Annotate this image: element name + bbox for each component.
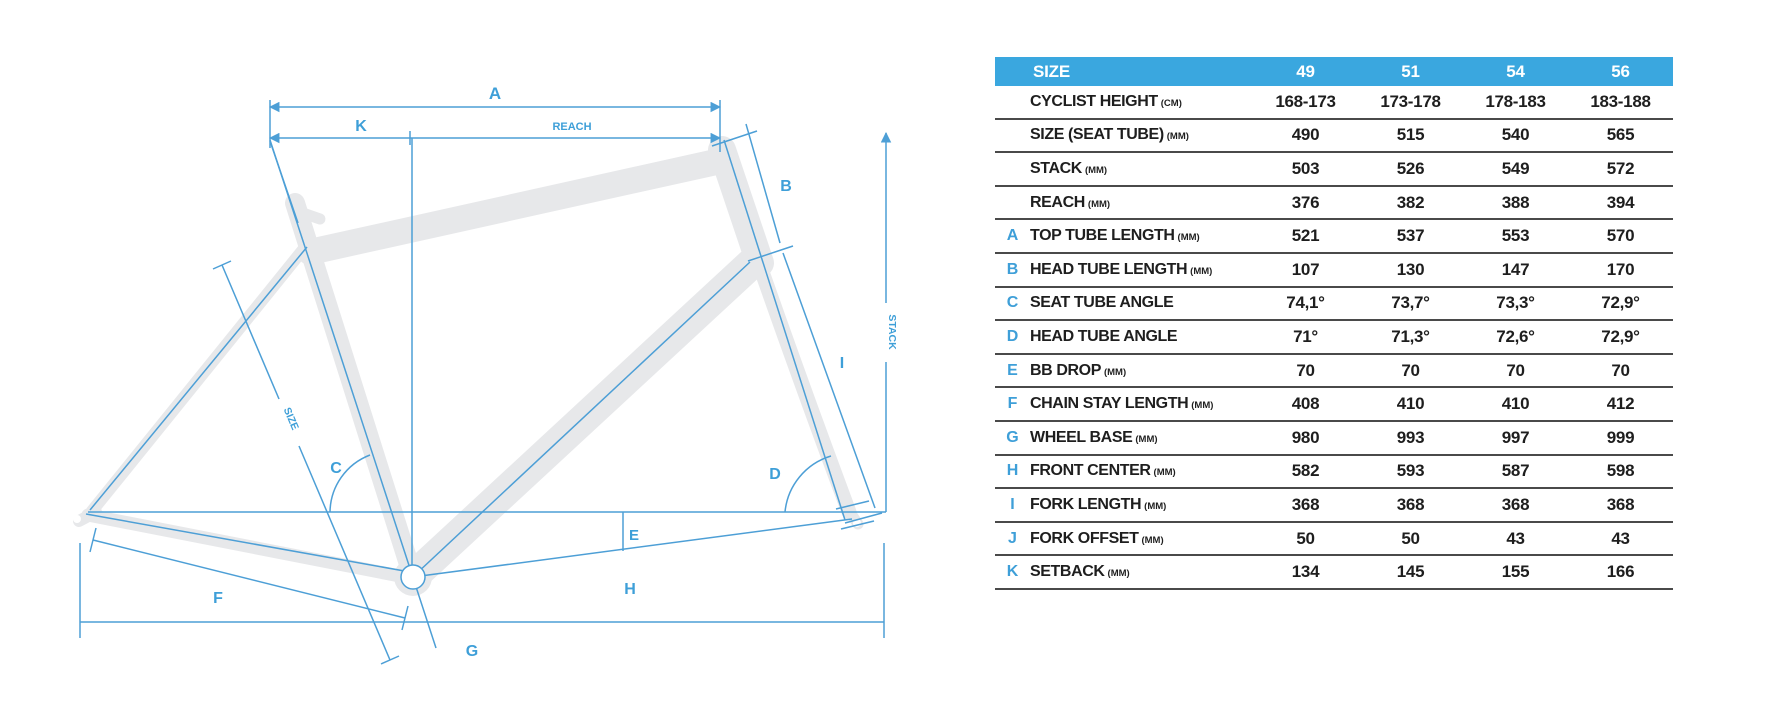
dim-label-e: E — [628, 527, 640, 544]
row-value: 73,3° — [1496, 293, 1535, 313]
table-header-row — [995, 57, 1673, 86]
rear-dropout — [79, 512, 96, 521]
row-label — [1030, 328, 1253, 346]
row-value: 145 — [1396, 562, 1425, 582]
row-value: 412 — [1606, 394, 1635, 414]
row-value: 166 — [1606, 562, 1635, 582]
row-label — [1030, 93, 1253, 111]
row-label-text: STACK — [1030, 159, 1082, 177]
table-row — [995, 254, 1673, 288]
row-label — [1030, 462, 1253, 480]
row-value: 565 — [1606, 125, 1635, 145]
row-value: 521 — [1291, 226, 1320, 246]
row-value: 130 — [1396, 259, 1425, 279]
row-value: 178-183 — [1485, 91, 1546, 111]
table-row — [995, 422, 1673, 456]
geometry-table — [995, 57, 1673, 590]
row-unit: (MM) — [1191, 400, 1214, 412]
row-value: 540 — [1501, 125, 1530, 145]
row-value: 410 — [1396, 394, 1425, 414]
row-label-text: SEAT TUBE ANGLE — [1030, 294, 1174, 312]
row-value: 368 — [1396, 494, 1425, 514]
row-value: 553 — [1501, 226, 1530, 246]
chain-stay — [88, 515, 410, 578]
dim-label-f: F — [213, 590, 223, 607]
row-letter: G — [1006, 428, 1019, 446]
seat-stay-axis-line — [90, 247, 307, 510]
row-label — [1030, 496, 1253, 514]
row-value: 537 — [1396, 226, 1425, 246]
row-unit: (MM) — [1107, 568, 1130, 580]
rear-dropout-notch — [73, 515, 81, 523]
row-value: 394 — [1606, 192, 1635, 212]
row-value: 997 — [1501, 427, 1530, 447]
row-label-text: REACH — [1030, 193, 1085, 211]
row-value: 376 — [1291, 192, 1320, 212]
top-tube — [310, 162, 716, 252]
row-label — [1030, 160, 1253, 178]
table-row — [995, 86, 1673, 120]
row-value: 173-178 — [1380, 91, 1441, 111]
row-letter: J — [1008, 529, 1017, 547]
dim-label-d: D — [769, 466, 781, 483]
row-value: 72,6° — [1496, 326, 1535, 346]
row-label — [1030, 227, 1253, 245]
dim-label-g: G — [465, 643, 479, 660]
row-value: 382 — [1396, 192, 1425, 212]
row-value: 999 — [1606, 427, 1635, 447]
size-tick-bottom — [381, 656, 399, 664]
row-value: 70 — [1296, 360, 1315, 380]
row-value: 43 — [1506, 528, 1525, 548]
row-label — [1030, 530, 1253, 548]
row-value: 183-188 — [1590, 91, 1651, 111]
row-label-text: SETBACK — [1030, 563, 1105, 581]
row-label-text: FORK OFFSET — [1030, 529, 1139, 547]
row-unit: (MM) — [1177, 232, 1200, 244]
table-row — [995, 556, 1673, 590]
row-label-text: WHEEL BASE — [1030, 428, 1133, 446]
row-letter: K — [1006, 563, 1019, 581]
row-value: 388 — [1501, 192, 1530, 212]
dim-label-k: K — [355, 118, 367, 135]
table-row — [995, 288, 1673, 322]
row-value: 368 — [1291, 494, 1320, 514]
row-value: 72,9° — [1601, 293, 1640, 313]
row-unit: (MM) — [1166, 131, 1189, 143]
row-value: 168-173 — [1275, 91, 1336, 111]
row-label — [1030, 395, 1253, 413]
row-value: 587 — [1501, 461, 1530, 481]
row-value: 503 — [1291, 158, 1320, 178]
row-value: 50 — [1296, 528, 1315, 548]
table-row — [995, 456, 1673, 490]
dim-label-reach: REACH — [552, 121, 592, 133]
chain-stay-axis-line — [86, 514, 410, 572]
head-tube — [722, 150, 760, 263]
row-value: 980 — [1291, 427, 1320, 447]
row-label-text: SIZE (SEAT TUBE) — [1030, 126, 1164, 144]
dim-label-size: SIZE — [280, 405, 301, 432]
row-unit: (MM) — [1190, 265, 1213, 277]
row-label-text: BB DROP — [1030, 361, 1101, 379]
table-row — [995, 220, 1673, 254]
row-value: 490 — [1291, 125, 1320, 145]
dim-label-stack: STACK — [886, 314, 898, 350]
row-value: 410 — [1501, 394, 1530, 414]
row-label-text: HEAD TUBE LENGTH — [1030, 260, 1188, 278]
row-value: 70 — [1611, 360, 1630, 380]
table-header-col-51: 51 — [1401, 62, 1420, 81]
row-label — [1030, 294, 1253, 312]
table-header-size: SIZE — [1033, 62, 1070, 81]
row-value: 72,9° — [1601, 326, 1640, 346]
size-tick-top — [213, 261, 231, 269]
seat-tube — [295, 203, 413, 577]
row-letter: C — [1006, 294, 1019, 312]
row-letter: F — [1007, 395, 1018, 413]
row-unit: (MM) — [1135, 433, 1158, 445]
row-label — [1030, 126, 1253, 144]
row-value: 593 — [1396, 461, 1425, 481]
row-value: 170 — [1606, 259, 1635, 279]
row-label — [1030, 429, 1253, 447]
row-letter: H — [1006, 462, 1019, 480]
table-body — [995, 86, 1673, 590]
row-label-text: HEAD TUBE ANGLE — [1030, 327, 1178, 345]
row-letter: D — [1006, 327, 1019, 345]
dim-label-h: H — [624, 581, 636, 598]
row-value: 70 — [1401, 360, 1420, 380]
row-label-text: FRONT CENTER — [1030, 462, 1151, 480]
row-label — [1030, 563, 1253, 581]
table-row — [995, 153, 1673, 187]
row-label-text: CYCLIST HEIGHT — [1030, 92, 1158, 110]
table-row — [995, 355, 1673, 389]
row-value: 71° — [1293, 326, 1318, 346]
row-label-text: CHAIN STAY LENGTH — [1030, 395, 1189, 413]
row-letter: B — [1006, 260, 1019, 278]
row-value: 70 — [1506, 360, 1525, 380]
row-value: 147 — [1501, 259, 1530, 279]
table-row — [995, 321, 1673, 355]
dim-label-i: I — [839, 355, 845, 372]
row-label — [1030, 261, 1253, 279]
row-unit: (MM) — [1141, 534, 1164, 546]
dim-label-a: A — [488, 84, 502, 103]
table-header-col-49: 49 — [1296, 62, 1315, 81]
row-value: 71,3° — [1391, 326, 1430, 346]
row-letter: E — [1007, 361, 1018, 379]
row-value: 598 — [1606, 461, 1635, 481]
row-value: 515 — [1396, 125, 1425, 145]
table-row — [995, 120, 1673, 154]
table-header-col-56: 56 — [1611, 62, 1630, 81]
row-value: 43 — [1611, 528, 1630, 548]
row-value: 74,1° — [1286, 293, 1325, 313]
table-header-col-54: 54 — [1506, 62, 1525, 81]
row-label-text: TOP TUBE LENGTH — [1030, 227, 1175, 245]
row-label — [1030, 362, 1253, 380]
row-value: 368 — [1501, 494, 1530, 514]
row-value: 549 — [1501, 158, 1530, 178]
row-value: 134 — [1291, 562, 1320, 582]
row-unit: (MM) — [1084, 164, 1108, 176]
row-unit: (MM) — [1103, 366, 1127, 378]
table-row — [995, 388, 1673, 422]
row-label-text: FORK LENGTH — [1030, 495, 1142, 513]
row-value: 368 — [1606, 494, 1635, 514]
dim-label-b: B — [780, 178, 792, 195]
head-tube-axis-line — [724, 140, 845, 520]
row-value: 570 — [1606, 226, 1635, 246]
row-value: 73,7° — [1391, 293, 1430, 313]
row-letter: A — [1006, 227, 1019, 245]
row-value: 572 — [1606, 158, 1635, 178]
row-unit: (CM) — [1160, 97, 1182, 109]
down-tube-axis-line — [416, 262, 750, 574]
row-letter: I — [1010, 495, 1015, 513]
row-value: 50 — [1401, 528, 1420, 548]
dim-label-c: C — [330, 460, 342, 477]
seat-clamp — [297, 211, 320, 219]
row-value: 155 — [1501, 562, 1530, 582]
row-value: 582 — [1291, 461, 1320, 481]
bike-frame-silhouette — [73, 150, 861, 596]
table-row — [995, 523, 1673, 557]
table-row — [995, 489, 1673, 523]
row-label — [1030, 194, 1253, 212]
row-unit: (MM) — [1153, 467, 1176, 479]
row-value: 526 — [1396, 158, 1425, 178]
bottom-bracket-ring — [401, 565, 425, 589]
table-row — [995, 187, 1673, 221]
row-unit: (MM) — [1144, 500, 1167, 512]
row-value: 107 — [1291, 259, 1320, 279]
row-value: 993 — [1396, 427, 1425, 447]
row-value: 408 — [1291, 394, 1320, 414]
row-unit: (MM) — [1087, 198, 1111, 210]
